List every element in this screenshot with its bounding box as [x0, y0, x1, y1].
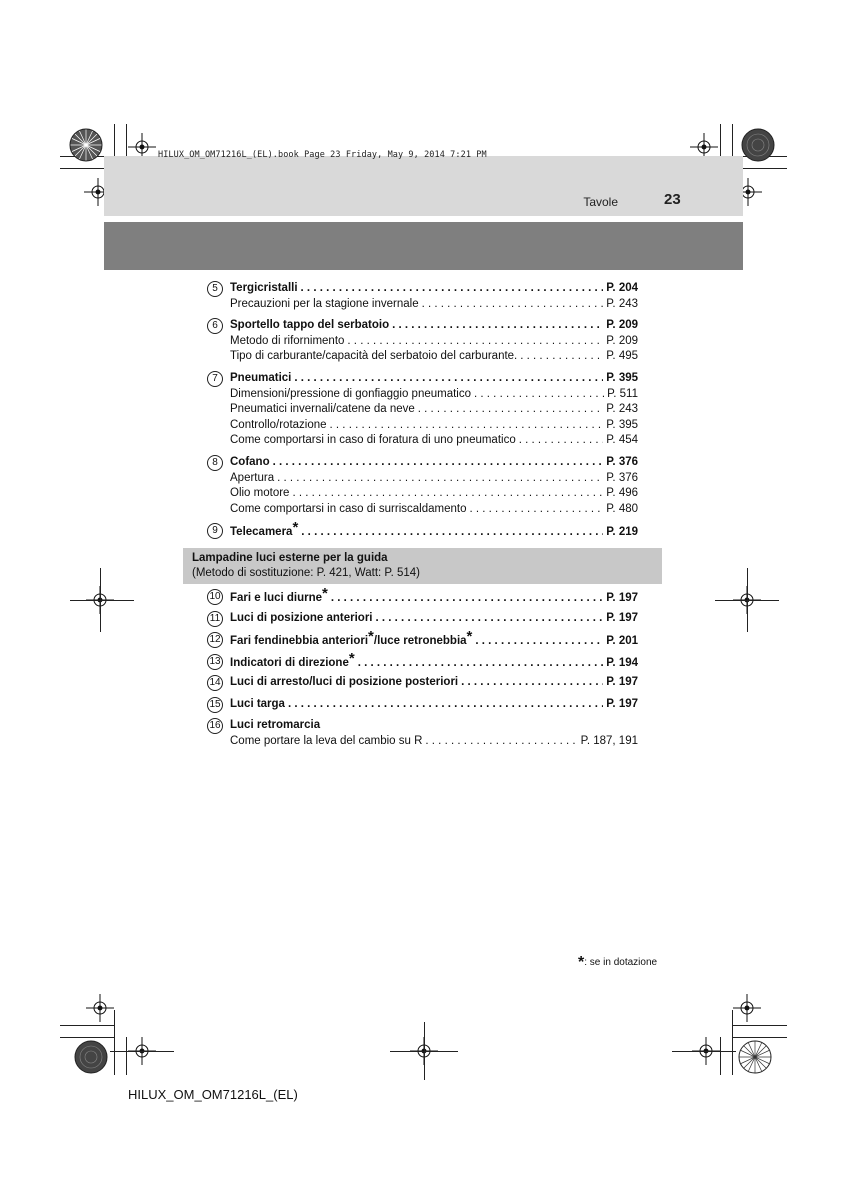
dot-leader: [422, 297, 604, 313]
entry-label: [230, 734, 422, 750]
page-reference: P. 511: [607, 387, 638, 400]
dot-leader: [475, 634, 603, 650]
dot-leader: [358, 656, 604, 672]
toc-entry[interactable]: [207, 650, 638, 670]
page-reference: P. 495: [606, 350, 638, 362]
dot-leader: [425, 734, 577, 750]
entry-label: [230, 281, 298, 297]
page-reference: P. 201: [606, 635, 638, 647]
entry-label-text: Pneumatici invernali/catene da neve: [230, 403, 415, 415]
entry-label: [230, 611, 373, 627]
crosshair-icon: [86, 994, 114, 1022]
entry-label-text: Pneumatici: [230, 372, 292, 384]
registration-target-icon: [68, 127, 104, 163]
page-reference: P. 243: [606, 403, 638, 415]
entry-number-badge: 14: [207, 675, 223, 691]
entry-label-text: Cofano: [230, 456, 270, 468]
toc-entry[interactable]: [207, 628, 638, 648]
entry-number-badge: 10: [207, 589, 223, 605]
dot-leader: [292, 486, 603, 502]
book-info: HILUX_OM_OM71216L_(EL).book Page 23 Friday, May 9, 2014 7:21 PM: [158, 150, 487, 160]
entry-label: [230, 650, 355, 672]
dot-leader: [469, 502, 603, 518]
toc-subentry[interactable]: [207, 734, 638, 750]
dot-leader: [273, 455, 604, 471]
registration-target-icon: [740, 127, 776, 163]
lamp-section-title: Lampadine luci esterne per la guida: [192, 552, 388, 564]
registration-target-icon: [73, 1039, 109, 1075]
page-reference: P. 219: [606, 526, 638, 538]
entry-label: [230, 334, 344, 350]
section-title: Tavole: [583, 195, 618, 209]
entry-number-badge: 13: [207, 654, 223, 670]
entry-label-text: Metodo di rifornimento: [230, 334, 345, 347]
toc-subentry[interactable]: [207, 334, 638, 350]
dot-leader: [277, 471, 603, 487]
dot-leader: [418, 402, 603, 418]
page-reference: P. 209: [606, 334, 638, 347]
header-band: [104, 156, 743, 216]
entry-label: [230, 402, 415, 418]
page-reference: P. 209: [606, 319, 638, 331]
entry-label-text: Dimensioni/pressione di gonfiaggio pneumatico: [230, 387, 472, 400]
entry-label: [230, 486, 289, 502]
optional-star: *: [322, 585, 328, 602]
footnote-star: *: [578, 954, 585, 971]
entry-label: [230, 502, 466, 518]
page-reference: P. 197: [606, 676, 638, 688]
toc-entry[interactable]: [207, 281, 638, 297]
footer-doc-id: HILUX_OM_OM71216L_(EL): [128, 1087, 298, 1102]
entry-label-text: Precauzioni per la stagione invernale: [230, 297, 419, 310]
entry-label: [230, 471, 274, 487]
dot-leader: [330, 418, 604, 434]
entry-label: [230, 349, 517, 365]
entry-label: [230, 697, 285, 713]
optional-star: *: [466, 628, 473, 645]
page-reference: P. 496: [606, 487, 638, 499]
page-reference: P. 454: [606, 434, 638, 446]
page-reference: P. 197: [606, 698, 638, 710]
entry-number-badge: 5: [207, 281, 223, 297]
entry-label-text: Come comportarsi in caso di surriscaldamento: [230, 502, 467, 515]
entry-label-text-2: /luce retronebbia: [373, 635, 467, 647]
entry-number-badge: 15: [207, 697, 223, 713]
toc-subentry[interactable]: [207, 387, 638, 403]
toc-entry[interactable]: [207, 455, 638, 471]
page-number: 23: [664, 191, 681, 208]
footnote: [578, 952, 657, 970]
toc-group: [207, 675, 638, 691]
entry-label: [230, 297, 419, 313]
page-reference: P. 243: [606, 297, 638, 310]
entry-label: [230, 318, 389, 334]
entry-number-badge: 9: [207, 523, 223, 539]
toc-subentry[interactable]: [207, 471, 638, 487]
toc-group: [207, 455, 638, 517]
entry-label-text: Tipo di carburante/capacità del serbatoio del carburante.: [230, 350, 518, 362]
entry-label-text: Tergicristalli: [230, 282, 298, 294]
entry-label-text: Luci retromarcia: [230, 719, 321, 731]
entry-label-text: Sportello tappo del serbatoio: [230, 319, 390, 331]
toc-group: [207, 318, 638, 365]
entry-label: [230, 433, 516, 449]
toc-group: [207, 371, 638, 449]
toc-group: [207, 281, 638, 312]
toc-subentry[interactable]: [207, 486, 638, 502]
toc-entry[interactable]: [207, 371, 638, 387]
entry-label: [230, 628, 473, 650]
optional-star: *: [292, 519, 299, 536]
entry-label: [230, 519, 299, 541]
toc-subentry[interactable]: [207, 402, 638, 418]
footnote-text: : se in dotazione: [584, 957, 658, 968]
entry-label-text: Luci di arresto/luci di posizione posteriori: [230, 676, 459, 688]
toc-subentry[interactable]: [207, 349, 638, 365]
entry-label-text: Olio motore: [230, 487, 290, 499]
toc-subentry[interactable]: [207, 297, 638, 313]
dot-leader: [301, 281, 604, 297]
entry-label: [230, 387, 471, 403]
page-reference: P. 395: [606, 418, 638, 431]
entry-label-text: Come portare la leva del cambio su R: [230, 734, 423, 747]
entry-label-text: Luci targa: [230, 698, 285, 710]
dot-leader: [474, 387, 604, 403]
entry-label: [230, 718, 320, 734]
page-reference: P. 376: [606, 471, 638, 484]
entry-number-badge: 8: [207, 455, 223, 471]
entry-label-text: Luci di posizione anteriori: [230, 612, 373, 624]
entry-label-text: Apertura: [230, 471, 275, 484]
entry-label-text: Controllo/rotazione: [230, 418, 327, 431]
dot-leader: [392, 318, 603, 334]
toc-group: [207, 611, 638, 627]
toc-group: [207, 585, 638, 605]
entry-label-text: Come comportarsi in caso di foratura di uno pneumatico: [230, 434, 516, 446]
entry-label-text: Fari fendinebbia anteriori: [230, 635, 369, 647]
optional-star: *: [368, 628, 374, 645]
toc-group: [207, 650, 638, 670]
dot-leader: [520, 349, 603, 365]
page-reference: P. 197: [606, 592, 638, 604]
header-dark-band: [104, 222, 743, 270]
entry-label-text: Fari e luci diurne: [230, 592, 323, 604]
crosshair-icon: [733, 994, 761, 1022]
toc-subentry[interactable]: [207, 502, 638, 518]
toc-entry[interactable]: [207, 585, 638, 605]
entry-label: [230, 455, 270, 471]
entry-label: [230, 418, 327, 434]
dot-leader: [461, 675, 603, 691]
entry-number-badge: 6: [207, 318, 223, 334]
lamp-section-box: [183, 548, 662, 584]
entry-number-badge: 16: [207, 718, 223, 734]
toc-group: [207, 697, 638, 713]
toc-entry[interactable]: [207, 519, 638, 539]
dot-leader: [347, 334, 603, 350]
toc-subentry[interactable]: [207, 418, 638, 434]
entry-number-badge: 7: [207, 371, 223, 387]
toc-entry[interactable]: [207, 318, 638, 334]
toc-group: [207, 718, 638, 749]
page-reference: P. 194: [606, 657, 638, 669]
page-reference: P. 197: [606, 612, 638, 624]
toc-entry[interactable]: [207, 697, 638, 713]
page-reference: P. 204: [606, 282, 638, 294]
entry-label: [230, 585, 328, 607]
lamp-section-subtitle: (Metodo di sostituzione: P. 421, Watt: P. 514): [192, 567, 421, 579]
page-reference: P. 376: [606, 456, 638, 468]
page-reference: P. 480: [606, 502, 638, 515]
entry-number-badge: 11: [207, 611, 223, 627]
page-reference: P. 395: [606, 372, 638, 384]
entry-label: [230, 371, 291, 387]
dot-leader: [376, 611, 604, 627]
registration-target-icon: [737, 1039, 773, 1075]
entry-label-text: Indicatori di direzione: [230, 657, 349, 669]
dot-leader: [294, 371, 603, 387]
dot-leader: [519, 433, 604, 449]
dot-leader: [301, 525, 603, 541]
toc-group: [207, 628, 638, 648]
page-reference: P. 187, 191: [580, 734, 638, 747]
optional-star: *: [348, 650, 355, 667]
toc-entry[interactable]: [207, 675, 638, 691]
entry-label: [230, 675, 458, 691]
entry-number-badge: 12: [207, 632, 223, 648]
dot-leader: [288, 697, 603, 713]
toc-subentry[interactable]: [207, 433, 638, 449]
toc-entry[interactable]: [207, 718, 638, 734]
dot-leader: [331, 591, 603, 607]
toc-entry[interactable]: [207, 611, 638, 627]
toc-group: [207, 519, 638, 539]
entry-label-text: Telecamera: [230, 526, 293, 538]
